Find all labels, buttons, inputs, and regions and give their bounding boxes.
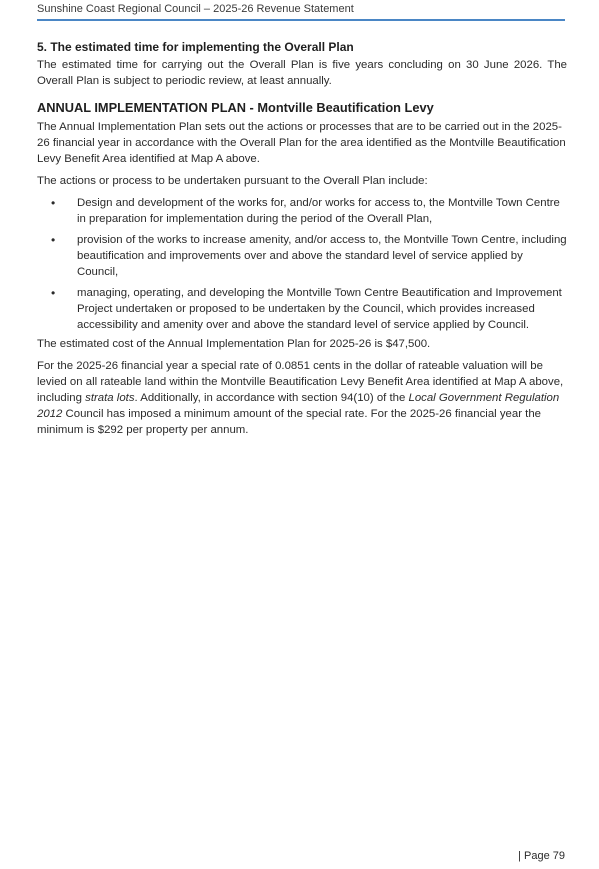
special-rate-paragraph	[37, 358, 567, 438]
header-title: Sunshine Coast Regional Council – 2025-26 Revenue Statement	[37, 3, 354, 15]
page-content	[37, 40, 567, 444]
estimated-cost: The estimated cost of the Annual Implementation Plan for 2025-26 is $47,500.	[37, 338, 431, 350]
list-item-text: Design and development of the works for, and/or works for access to, the Montville Town Centre in preparation for implementation during the period of the Overall Plan,	[77, 197, 560, 225]
bullet-icon: •	[51, 196, 56, 210]
section-5-body: The estimated time for carrying out the Overall Plan is five years concluding on 30 June 2026. The Overall Plan is subject to periodic review, at least annually.	[37, 59, 567, 87]
section-5-heading: 5. The estimated time for implementing the Overall Plan	[37, 40, 354, 54]
actions-list	[37, 195, 567, 333]
page-header	[37, 2, 565, 21]
list-item	[37, 285, 567, 333]
list-item-text: managing, operating, and developing the Montville Town Centre Beautification and Improvement Project undertaken or proposed to be undertaken by the Council, which provides increased accessibility and amenity over and above the standard level of service applied by Council.	[77, 287, 562, 331]
rate-italic-strata: strata lots	[85, 392, 135, 404]
list-item-text: provision of the works to increase amenity, and/or access to, the Montville Town Centre, including beautification and improvements over and above the standard level of service applied by Council,	[77, 234, 567, 278]
bullet-icon: •	[51, 286, 56, 300]
rate-text-1: For the 2025-26 financial year a special rate of 0.0851 cents in the dollar of rateable valuation will be levied on all rateable land within the Montville Beautification Levy Benefit Area identified at Map A above, including	[37, 360, 564, 404]
list-item	[37, 232, 567, 280]
bullet-icon: •	[51, 233, 56, 247]
list-item	[37, 195, 567, 227]
rate-text-2: . Additionally, in accordance with section 94(10) of the	[134, 392, 409, 404]
annual-plan-lead: The actions or process to be undertaken pursuant to the Overall Plan include:	[37, 175, 428, 187]
annual-plan-heading: ANNUAL IMPLEMENTATION PLAN - Montville Beautification Levy	[37, 100, 434, 115]
page-number: | Page 79	[518, 850, 565, 862]
rate-text-3: Council has imposed a minimum amount of the special rate. For the 2025-26 financial year the minimum is $292 per property per annum.	[37, 408, 542, 436]
rate-italic-regulation: Local Government Regulation 2012	[37, 392, 560, 420]
annual-plan-intro: The Annual Implementation Plan sets out the actions or processes that are to be carried out in the 2025-26 financial year in accordance with the Overall Plan for the area identified as the Montville Beautification Levy Benefit Area identified at Map A above.	[37, 121, 566, 165]
